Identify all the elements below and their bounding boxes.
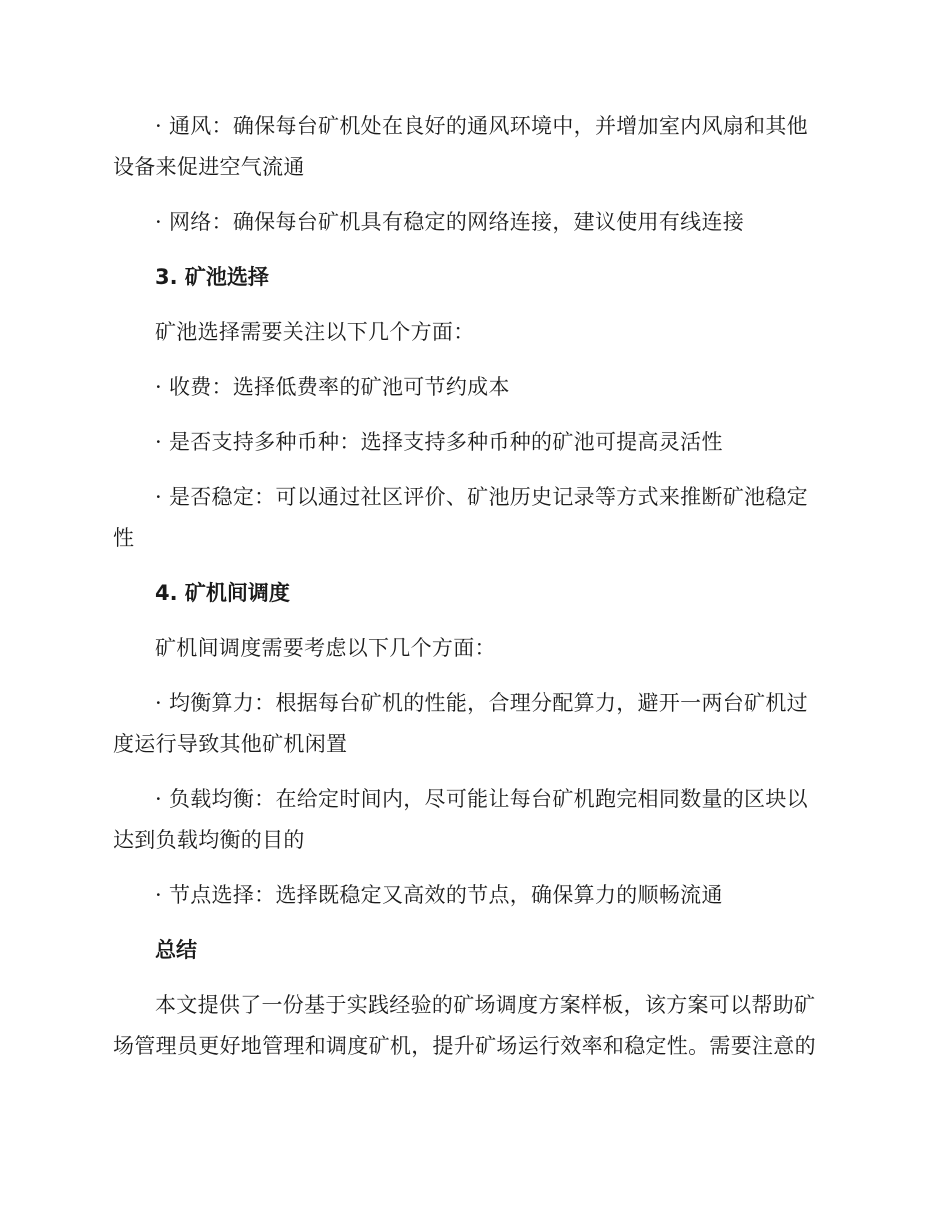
bullet-fees: · 收费：选择低费率的矿池可节约成本	[155, 375, 510, 399]
bullet-stability: · 是否稳定：可以通过社区评价、矿池历史记录等方式来推断矿池稳定性	[113, 485, 808, 550]
bullet-node-selection: · 节点选择：选择既稳定又高效的节点，确保算力的顺畅流通	[155, 883, 723, 907]
bullet-network: · 网络：确保每台矿机具有稳定的网络连接，建议使用有线连接	[155, 210, 745, 234]
bullet-balanced-hashrate: · 均衡算力：根据每台矿机的性能，合理分配算力，避开一两台矿机过度运行导致其他矿机闲置	[113, 691, 808, 756]
paragraph-scheduling-intro: 矿机间调度需要考虑以下几个方面：	[155, 636, 496, 660]
bullet-load-balancing: · 负载均衡：在给定时间内，尽可能让每台矿机跑完相同数量的区块以达到负载均衡的目的	[113, 787, 808, 852]
paragraph-pool-intro: 矿池选择需要关注以下几个方面：	[155, 320, 475, 344]
paragraph-summary: 本文提供了一份基于实践经验的矿场调度方案样板，该方案可以帮助矿场管理员更好地管理和调度矿机，提升矿场运行效率和稳定性。需要注意的	[113, 993, 816, 1058]
section-heading-summary: 总结	[155, 938, 197, 962]
bullet-ventilation: · 通风：确保每台矿机处在良好的通风环境中，并增加室内风扇和其他设备来促进空气流通	[113, 114, 808, 179]
section-heading-pool-selection: 3. 矿池选择	[155, 265, 269, 289]
bullet-multi-currency: · 是否支持多种币种：选择支持多种币种的矿池可提高灵活性	[155, 430, 723, 454]
document-page	[113, 106, 829, 1081]
section-heading-scheduling: 4. 矿机间调度	[155, 581, 290, 605]
